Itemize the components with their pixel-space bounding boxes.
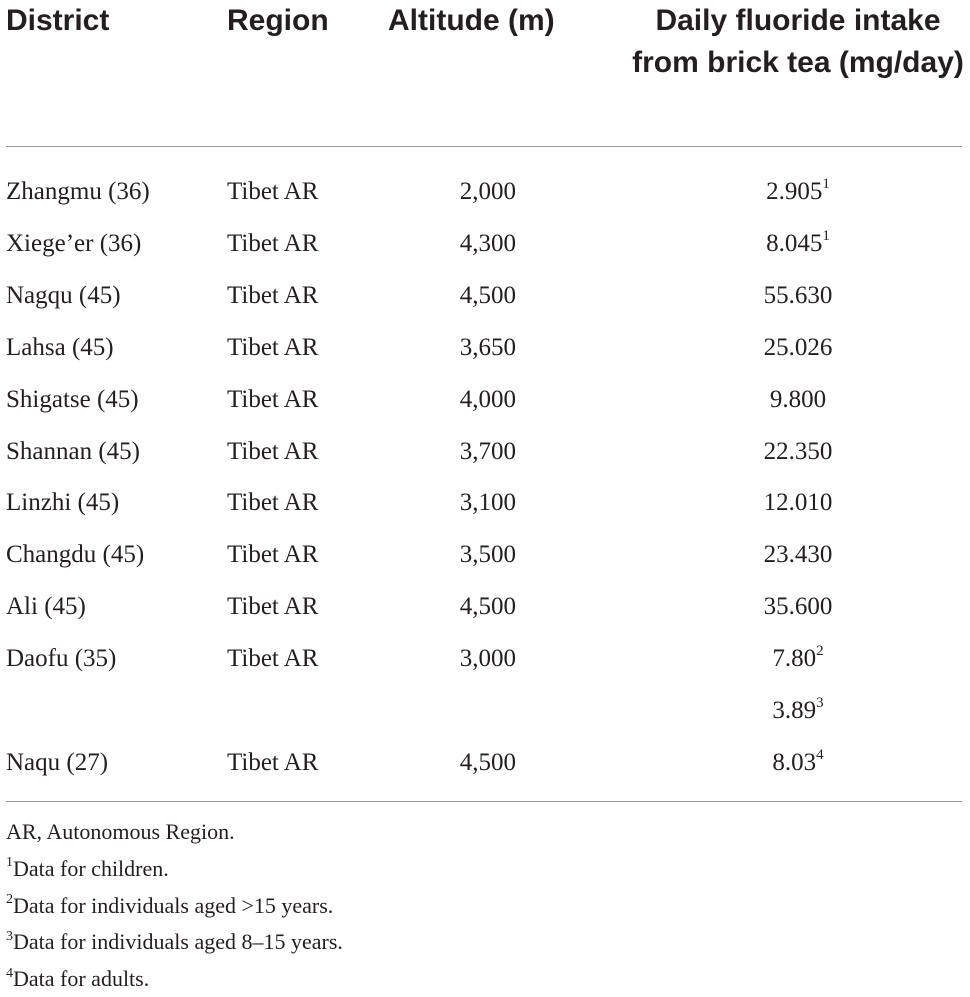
table-row bbox=[0, 633, 970, 685]
table-row bbox=[0, 581, 970, 633]
footnote-text: Data for children. bbox=[13, 855, 169, 881]
footnote-mark: 1 bbox=[6, 855, 13, 871]
intake-value: 25.026 bbox=[763, 333, 833, 361]
footnote-mark: 3 bbox=[6, 929, 13, 945]
footnote bbox=[6, 961, 149, 997]
footnote-marker: 1 bbox=[822, 175, 830, 192]
intake-value: 12.010 bbox=[763, 489, 833, 517]
footnote-marker: 2 bbox=[816, 642, 824, 659]
footnote-mark: 2 bbox=[6, 892, 13, 908]
cell-altitude: 4,500 bbox=[459, 281, 516, 309]
cell-region: Tibet AR bbox=[227, 281, 319, 309]
table-row bbox=[0, 374, 970, 426]
cell-region: Tibet AR bbox=[227, 489, 319, 517]
intake-value: 2.905 bbox=[766, 178, 823, 205]
cell-fluoride-intake bbox=[628, 737, 968, 789]
cell-altitude: 3,000 bbox=[459, 645, 516, 673]
intake-value: 7.80 bbox=[772, 645, 817, 673]
table-top-rule bbox=[6, 146, 962, 147]
intake-value: 9.800 bbox=[769, 385, 827, 413]
footnote bbox=[6, 851, 169, 887]
table-row bbox=[0, 166, 970, 218]
cell-fluoride-intake bbox=[628, 270, 968, 322]
cell-district: Daofu (35) bbox=[6, 645, 117, 673]
cell-altitude: 4,300 bbox=[459, 229, 516, 257]
cell-region: Tibet AR bbox=[227, 385, 319, 413]
cell-region: Tibet AR bbox=[227, 437, 319, 465]
table-row bbox=[0, 737, 970, 789]
cell-altitude: 4,500 bbox=[459, 593, 516, 621]
footnote-marker: 1 bbox=[822, 227, 830, 244]
table-row bbox=[0, 529, 970, 581]
intake-value: 3.89 bbox=[772, 697, 817, 724]
cell-altitude: 3,700 bbox=[459, 437, 516, 465]
table-row bbox=[0, 322, 970, 374]
cell-district: Zhangmu (36) bbox=[6, 178, 150, 205]
cell-altitude: 3,650 bbox=[459, 333, 516, 361]
cell-fluoride-intake bbox=[628, 633, 968, 685]
cell-region: Tibet AR bbox=[227, 333, 319, 361]
footnote-text: Data for individuals aged 8–15 years. bbox=[13, 929, 343, 955]
cell-district: Lahsa (45) bbox=[6, 333, 114, 361]
footnote bbox=[6, 924, 343, 960]
cell-fluoride-intake bbox=[628, 322, 968, 374]
cell-region: Tibet AR bbox=[227, 593, 319, 621]
cell-fluoride-intake bbox=[628, 426, 968, 478]
footnote-text: AR, Autonomous Region. bbox=[6, 819, 235, 844]
cell-altitude: 3,500 bbox=[459, 541, 516, 569]
table-row bbox=[0, 270, 970, 322]
cell-district: Changdu (45) bbox=[6, 541, 145, 569]
cell-altitude: 3,100 bbox=[459, 489, 516, 517]
header-district: District bbox=[6, 4, 110, 37]
header-region: Region bbox=[227, 4, 329, 37]
cell-district: Xiege’er (36) bbox=[6, 229, 142, 257]
header-altitude: Altitude (m) bbox=[388, 4, 555, 37]
cell-district: Ali (45) bbox=[6, 593, 86, 621]
cell-fluoride-intake bbox=[628, 374, 968, 426]
cell-region: Tibet AR bbox=[227, 645, 319, 673]
footnote-marker: 3 bbox=[816, 694, 824, 711]
footnote bbox=[6, 814, 235, 850]
table-row bbox=[0, 218, 970, 270]
cell-district: Shigatse (45) bbox=[6, 385, 139, 413]
cell-fluoride-intake bbox=[628, 477, 968, 529]
intake-value: 22.350 bbox=[763, 437, 833, 465]
intake-value: 23.430 bbox=[763, 541, 833, 569]
footnote-marker: 4 bbox=[816, 746, 824, 763]
cell-fluoride-intake bbox=[628, 529, 968, 581]
cell-altitude: 2,000 bbox=[459, 178, 516, 205]
cell-fluoride-intake bbox=[628, 166, 968, 218]
cell-region: Tibet AR bbox=[227, 748, 319, 776]
cell-altitude: 4,000 bbox=[459, 385, 516, 413]
intake-value: 55.630 bbox=[763, 281, 833, 309]
header-fluoride-intake: Daily fluoride intake from brick tea (mg/day) bbox=[632, 4, 964, 79]
table-bottom-rule bbox=[6, 801, 962, 802]
cell-district: Linzhi (45) bbox=[6, 489, 120, 517]
cell-region: Tibet AR bbox=[227, 229, 319, 257]
footnote-mark: 4 bbox=[6, 965, 13, 981]
cell-district: Naqu (27) bbox=[6, 748, 109, 776]
cell-district: Shannan (45) bbox=[6, 437, 140, 465]
intake-value: 35.600 bbox=[763, 593, 833, 621]
intake-value: 8.03 bbox=[772, 748, 817, 776]
intake-value: 8.045 bbox=[766, 229, 823, 257]
table-row bbox=[0, 477, 970, 529]
cell-altitude: 4,500 bbox=[459, 748, 516, 776]
cell-fluoride-intake bbox=[628, 581, 968, 633]
footnote bbox=[6, 888, 333, 924]
table-row bbox=[0, 426, 970, 478]
cell-region: Tibet AR bbox=[227, 541, 319, 569]
table-row bbox=[0, 685, 970, 737]
cell-district: Nagqu (45) bbox=[6, 281, 121, 309]
cell-fluoride-intake bbox=[628, 218, 968, 270]
footnote-text: Data for adults. bbox=[13, 966, 150, 992]
footnote-text: Data for individuals aged >15 years. bbox=[13, 892, 334, 918]
cell-region: Tibet AR bbox=[227, 178, 319, 205]
cell-fluoride-intake bbox=[628, 685, 968, 737]
